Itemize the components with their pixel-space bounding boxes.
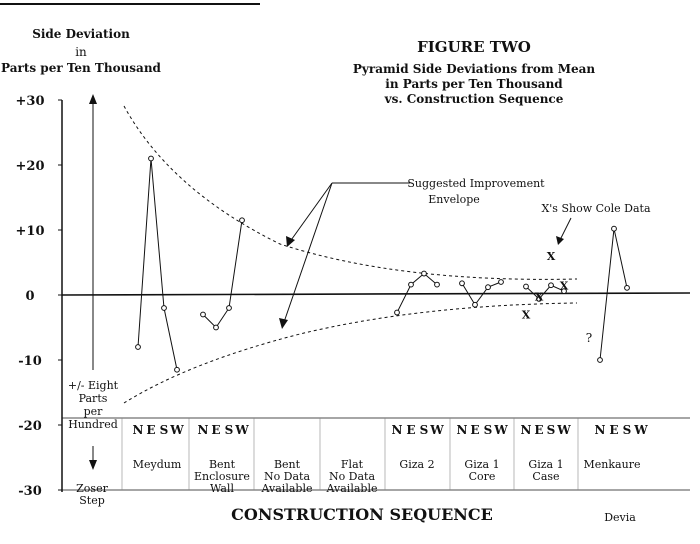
group-label-line: Case	[532, 470, 560, 483]
group-label-line: Enclosure	[194, 470, 250, 483]
y-tick-label: +10	[15, 224, 45, 239]
y-tick-label: +30	[15, 94, 45, 109]
data-point	[422, 271, 427, 276]
series-lines	[136, 156, 630, 372]
data-point	[201, 312, 206, 317]
zoser-note-line: per	[83, 405, 103, 418]
y-axis-title-line: Parts per Ten Thousand	[1, 61, 161, 75]
cole-x-marker: X	[559, 279, 569, 293]
y-axis-title-line: in	[75, 45, 87, 59]
y-tick-label: +20	[15, 159, 45, 174]
group-label-line: No Data	[263, 470, 311, 483]
side-label: S	[224, 423, 234, 437]
data-point	[409, 282, 414, 287]
data-point	[214, 325, 219, 330]
y-axis-title-line: Side Deviation	[32, 27, 130, 41]
data-point	[612, 226, 617, 231]
group-label-line: Giza 2	[399, 458, 435, 471]
side-label: N	[594, 423, 606, 437]
data-point	[499, 280, 504, 285]
cole-data-label: X's Show Cole Data	[541, 202, 651, 215]
group-label-line: Bent	[208, 458, 236, 471]
data-point	[486, 285, 491, 290]
y-ticks	[16, 94, 62, 499]
x-axis-title: CONSTRUCTION SEQUENCE	[231, 505, 493, 524]
group-label-line: Step	[79, 494, 105, 507]
data-point	[598, 358, 603, 363]
envelope-label-line: Envelope	[428, 193, 480, 206]
series-line	[138, 159, 177, 370]
data-point	[395, 310, 400, 315]
side-label: S	[419, 423, 429, 437]
data-point	[240, 218, 245, 223]
side-label: S	[159, 423, 169, 437]
side-label: N	[391, 423, 403, 437]
side-labels	[133, 423, 649, 437]
y-axis-title	[1, 27, 162, 75]
side-label: N	[520, 423, 532, 437]
envelope-upper-curve	[124, 106, 577, 279]
side-label: S	[483, 423, 493, 437]
data-point	[175, 367, 180, 372]
envelope-arrowhead	[279, 318, 288, 329]
improvement-envelope	[124, 106, 577, 403]
data-point	[149, 156, 154, 161]
envelope-arrowhead	[286, 236, 295, 247]
side-label: N	[456, 423, 468, 437]
side-label: S	[622, 423, 632, 437]
side-label: W	[235, 423, 249, 437]
side-label: W	[170, 423, 184, 437]
envelope-lower-curve	[124, 303, 577, 403]
data-point	[473, 302, 478, 307]
y-tick-label: -20	[18, 419, 42, 434]
group-labels	[76, 458, 640, 507]
series-line	[600, 229, 627, 360]
side-label: N	[197, 423, 209, 437]
figure-title	[417, 38, 531, 56]
cole-x-marker: X	[546, 250, 556, 263]
data-point	[460, 281, 465, 286]
cole-pointer	[560, 218, 571, 240]
side-label: E	[146, 423, 156, 437]
zero-line	[62, 293, 690, 295]
group-label-line: Zoser	[76, 482, 108, 495]
side-label: E	[609, 423, 619, 437]
annotations	[68, 177, 651, 431]
y-tick-label: -30	[18, 484, 42, 499]
side-label: E	[211, 423, 221, 437]
cole-x-marker: X	[534, 290, 544, 304]
y-tick-label: -10	[18, 354, 42, 369]
group-label-line: Meydum	[132, 458, 182, 471]
side-label: N	[132, 423, 144, 437]
figure-subtitle	[353, 62, 596, 106]
group-label-line: Wall	[210, 482, 234, 495]
data-point	[625, 285, 630, 290]
side-label: W	[494, 423, 508, 437]
group-label-line: No Data	[328, 470, 376, 483]
group-label-line: Giza 1	[464, 458, 500, 471]
side-label: E	[406, 423, 416, 437]
series-line	[203, 220, 242, 327]
data-point	[549, 283, 554, 288]
zoser-arrow-up	[89, 94, 97, 104]
subtitle-line: vs. Construction Sequence	[384, 92, 564, 106]
side-label: W	[430, 423, 444, 437]
group-label-line: Available	[261, 482, 313, 495]
side-label: E	[470, 423, 480, 437]
envelope-label-line: Suggested Improvement	[407, 177, 545, 190]
zoser-note-line: Parts	[78, 392, 108, 405]
footer-note: Devia	[604, 511, 636, 524]
side-label: W	[634, 423, 648, 437]
side-label: W	[557, 423, 571, 437]
group-label-line: Flat	[340, 458, 364, 471]
series-line	[526, 285, 564, 299]
chart-title: FIGURE TWO	[417, 38, 531, 56]
subtitle-line: in Parts per Ten Thousand	[385, 77, 563, 91]
group-label-line: Bent	[273, 458, 301, 471]
data-point	[227, 306, 232, 311]
group-label-line: Giza 1	[528, 458, 564, 471]
cole-arrowhead	[556, 236, 564, 245]
envelope-pointer	[289, 183, 332, 243]
group-label-line: Menkaure	[583, 458, 641, 471]
zoser-note-line: Hundred	[68, 418, 118, 431]
question-mark: ?	[585, 331, 593, 345]
zoser-note-line: +/- Eight	[67, 379, 119, 392]
group-label-line: Core	[468, 470, 496, 483]
data-point	[524, 284, 529, 289]
group-label-line: Available	[326, 482, 378, 495]
envelope-pointer	[283, 183, 332, 325]
data-point	[136, 345, 141, 350]
data-point	[162, 306, 167, 311]
side-label: S	[546, 423, 556, 437]
subtitle-line: Pyramid Side Deviations from Mean	[352, 62, 596, 76]
zoser-arrow-down	[89, 460, 97, 470]
cole-x-marker: X	[521, 308, 531, 322]
data-point	[435, 282, 440, 287]
side-label: E	[534, 423, 544, 437]
y-tick-label: 0	[25, 289, 35, 304]
